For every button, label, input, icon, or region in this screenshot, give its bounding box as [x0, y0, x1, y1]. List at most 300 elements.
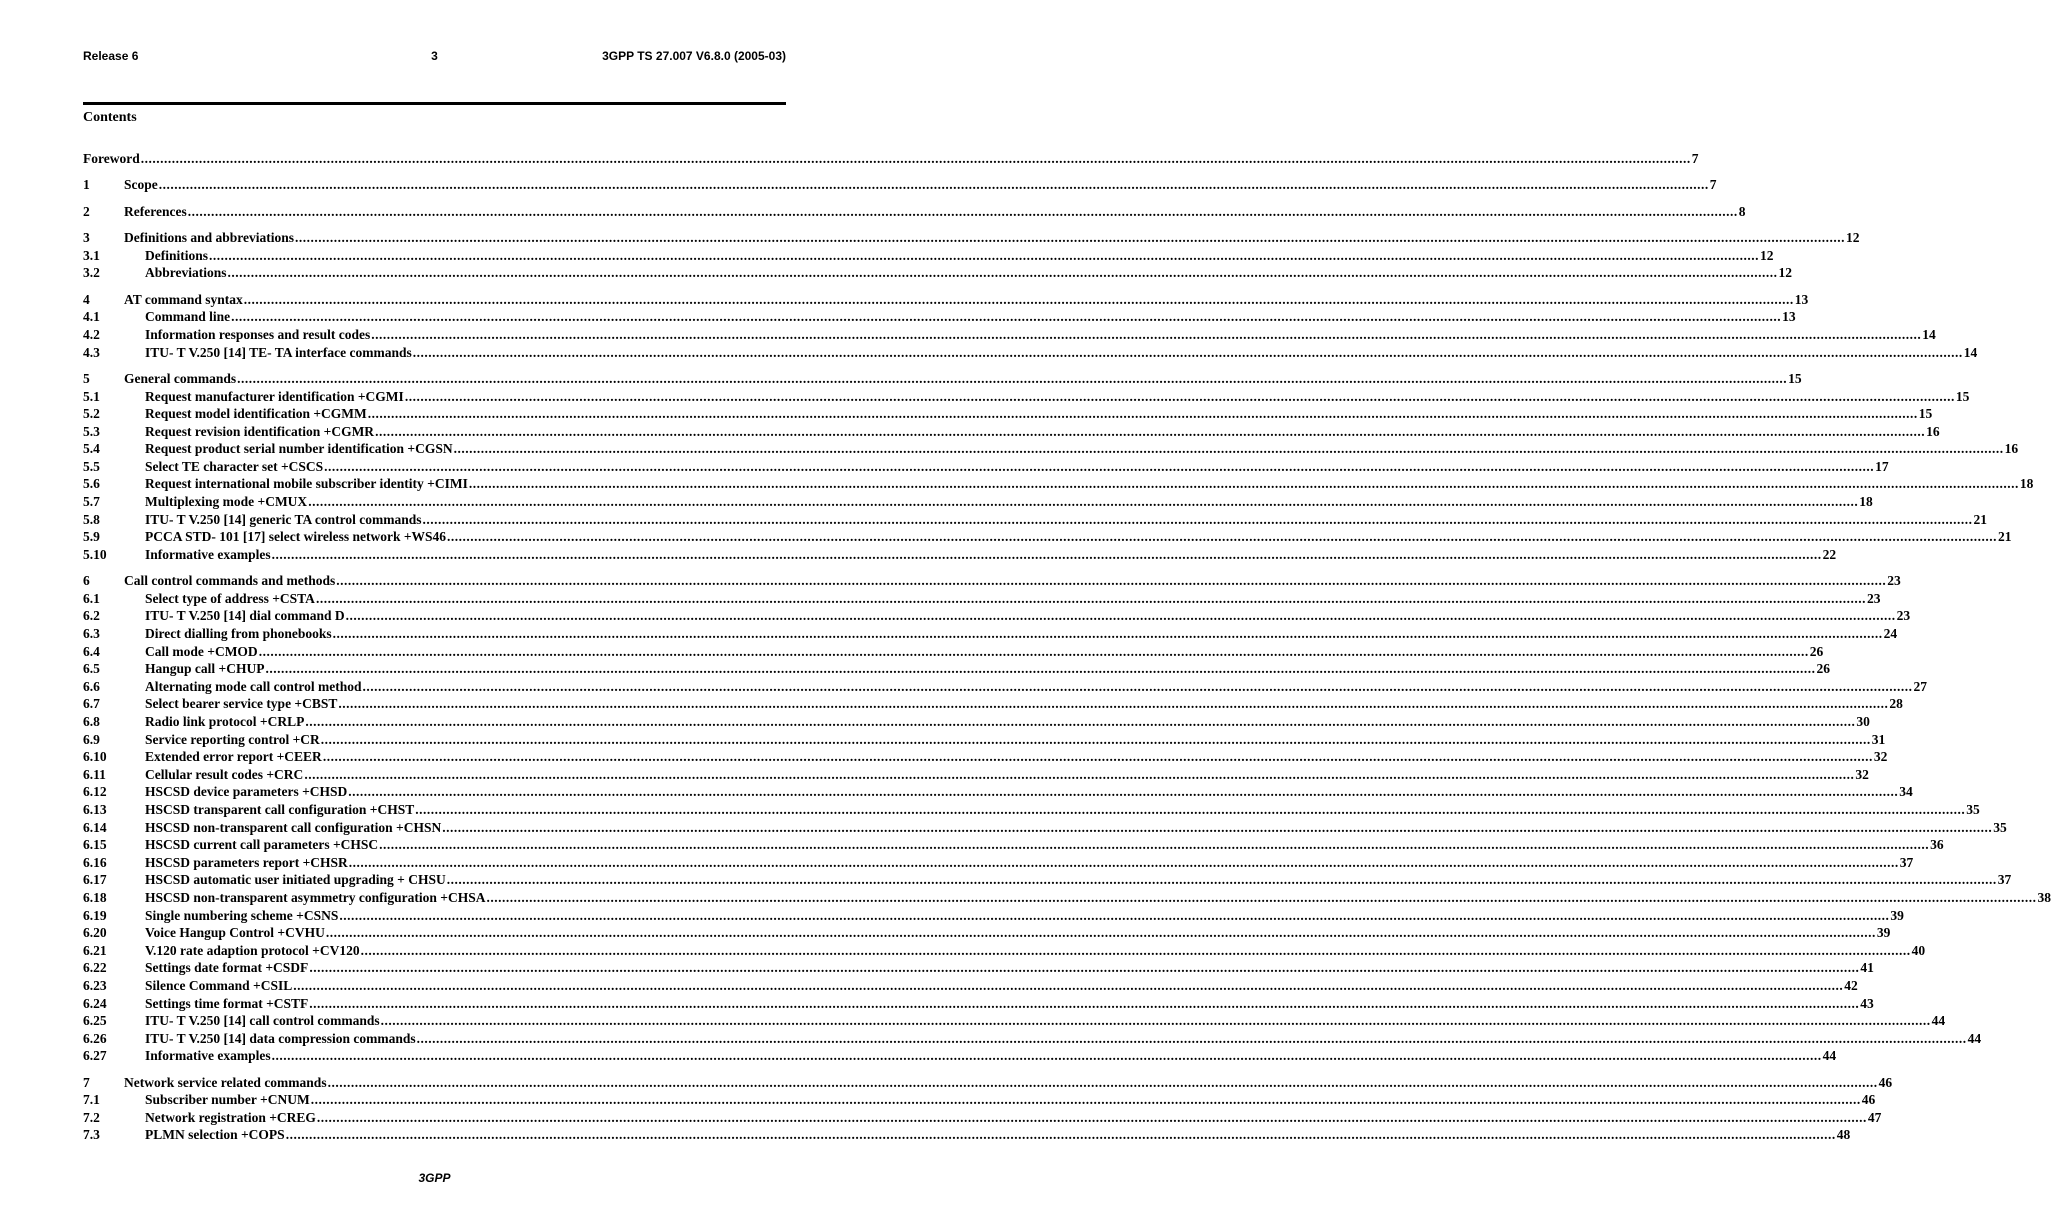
- toc-entry-number: 6.4: [83, 643, 100, 659]
- toc-dot-leader: ................................................................................................................................................................................................................................................................................................................................................................................................................: [339, 907, 1890, 923]
- toc-entry-title: Silence Command +CSIL: [145, 977, 293, 993]
- toc-entry-line: [145, 458, 1889, 476]
- toc-entry-title: Select type of address +CSTA: [145, 590, 315, 606]
- toc-entry-number: 7.3: [83, 1127, 100, 1143]
- toc-entry-page: 35: [1966, 801, 1980, 817]
- toc-entry-page: 21: [1973, 511, 1988, 527]
- toc-entry-number: 5.8: [83, 511, 100, 527]
- toc-entry-title: Request product serial number identification +CGSN: [145, 441, 453, 457]
- toc-entry-number: 5.2: [83, 406, 100, 422]
- toc-entry-page: 8: [1738, 203, 1746, 219]
- toc-entry-page: 40: [1911, 942, 1926, 958]
- toc-entry-page: 24: [1883, 626, 1898, 642]
- toc-entry[interactable]: [83, 1030, 1982, 1048]
- toc-entry-number: 4.3: [83, 344, 100, 360]
- toc-entry[interactable]: [83, 264, 1793, 282]
- toc-entry-title: Select bearer service type +CBST: [145, 696, 338, 712]
- toc-entry-title: Select TE character set +CSCS: [145, 458, 324, 474]
- toc-dot-leader: ................................................................................................................................................................................................................................................................................................................................................................................................................: [338, 696, 1889, 712]
- toc-entry-page: 7: [1691, 151, 1699, 166]
- toc-entry-title: HSCSD parameters report +CHSR: [145, 854, 348, 870]
- toc-entry-page: 18: [2019, 476, 2034, 492]
- toc-entry-page: 13: [1782, 309, 1796, 325]
- toc-dot-leader: ................................................................................................................................................................................................................................................................................................................................................................................................................: [332, 626, 1883, 642]
- toc-entry-number: 6.10: [83, 749, 107, 765]
- toc-entry-title: References: [124, 203, 187, 219]
- page-header: [83, 49, 786, 65]
- toc-entry-number: 7.1: [83, 1092, 100, 1108]
- toc-entry-line: [145, 475, 2034, 493]
- toc-dot-leader: ................................................................................................................................................................................................................................................................................................................................................................................................................: [360, 942, 1911, 958]
- toc-entry-page: 22: [1822, 546, 1837, 562]
- toc-dot-leader: ................................................................................................................................................................................................................................................................................................................................................................................................................: [324, 458, 1875, 474]
- toc-dot-leader: ................................................................................................................................................................................................................................................................................................................................................................................................................: [209, 247, 1760, 263]
- toc-dot-leader: ................................................................................................................................................................................................................................................................................................................................................................................................................: [285, 1127, 1836, 1143]
- toc-entry-line: [124, 370, 1802, 388]
- toc-entry-number: 3.2: [83, 265, 100, 281]
- toc-entry-line: [145, 643, 1824, 661]
- toc-entry[interactable]: [83, 766, 1869, 784]
- toc-entry-number: 4.1: [83, 309, 100, 325]
- toc-entry[interactable]: [83, 150, 1699, 168]
- toc-entry-page: 39: [1890, 907, 1904, 923]
- toc-entry-page: 46: [1878, 1074, 1893, 1090]
- toc-entry-line: [145, 493, 1873, 511]
- toc-entry-title: PLMN selection +COPS: [145, 1127, 285, 1143]
- toc-entry[interactable]: [83, 405, 1933, 423]
- toc-entry-line: [124, 203, 1746, 221]
- toc-dot-leader: ................................................................................................................................................................................................................................................................................................................................................................................................................: [320, 731, 1871, 747]
- toc-entry-line: [145, 959, 1874, 977]
- toc-entry[interactable]: [83, 660, 1830, 678]
- toc-entry-line: [145, 731, 1886, 749]
- toc-entry-title: Settings time format +CSTF: [145, 995, 309, 1011]
- toc-entry[interactable]: [83, 889, 2051, 907]
- toc-entry-number: 2: [83, 203, 90, 219]
- toc-entry-line: [124, 229, 1860, 247]
- toc-entry-number: 6.11: [83, 766, 106, 782]
- toc-entry-page: 14: [1922, 326, 1936, 342]
- toc-entry[interactable]: [83, 801, 1980, 819]
- toc-dot-leader: ................................................................................................................................................................................................................................................................................................................................................................................................................: [327, 1074, 1878, 1090]
- toc-entry-page: 31: [1871, 731, 1886, 747]
- toc-entry-page: 47: [1867, 1109, 1882, 1125]
- toc-entry-page: 35: [1993, 819, 2007, 835]
- toc-entry-title: HSCSD non-transparent asymmetry configuration +CHSA: [145, 889, 486, 905]
- toc-entry-title: Request international mobile subscriber identity +CIMI: [145, 476, 468, 492]
- toc-entry-page: 32: [1855, 766, 1869, 782]
- toc-entry[interactable]: [83, 388, 1970, 406]
- toc-entry[interactable]: [83, 907, 1904, 925]
- toc-entry-title: Voice Hangup Control +CVHU: [145, 925, 325, 941]
- toc-entry[interactable]: [83, 590, 1881, 608]
- toc-dot-leader: ................................................................................................................................................................................................................................................................................................................................................................................................................: [380, 1013, 1931, 1029]
- toc-dot-leader: ................................................................................................................................................................................................................................................................................................................................................................................................................: [158, 177, 1709, 193]
- toc-entry-title: Network registration +CREG: [145, 1109, 316, 1125]
- toc-dot-leader: ................................................................................................................................................................................................................................................................................................................................................................................................................: [379, 837, 1930, 853]
- toc-dot-leader: ................................................................................................................................................................................................................................................................................................................................................................................................................: [371, 326, 1922, 342]
- toc-entry-line: [145, 854, 1914, 872]
- toc-entry-title: Definitions and abbreviations: [124, 230, 295, 246]
- toc-entry-number: 5: [83, 370, 90, 386]
- toc-entry-title: Alternating mode call control method: [145, 678, 362, 694]
- toc-entry[interactable]: [83, 475, 2034, 493]
- toc-entry-line: [145, 1012, 1946, 1030]
- toc-entry-title: Single numbering scheme +CSNS: [145, 907, 339, 923]
- toc-entry[interactable]: [83, 423, 1940, 441]
- toc-entry-page: 27: [1913, 678, 1927, 694]
- toc-entry-number: 6.16: [83, 854, 107, 870]
- toc-entry-number: 6.12: [83, 784, 107, 800]
- toc-entry-number: 5.9: [83, 529, 100, 545]
- toc-entry[interactable]: [83, 458, 1889, 476]
- toc-entry-number: 6.17: [83, 872, 107, 888]
- toc-entry[interactable]: [83, 1047, 1837, 1065]
- toc-entry-line: [145, 678, 1927, 696]
- toc-entry-page: 18: [1859, 494, 1873, 510]
- toc-entry-page: 23: [1887, 573, 1901, 589]
- toc-entry-number: 6.14: [83, 819, 107, 835]
- toc-entry-page: 12: [1760, 247, 1774, 263]
- toc-entry-line: [145, 924, 1891, 942]
- toc-entry[interactable]: [83, 176, 1717, 194]
- toc-entry-line: [145, 546, 1837, 564]
- toc-dot-leader: ................................................................................................................................................................................................................................................................................................................................................................................................................: [227, 265, 1778, 281]
- header-rule: [83, 102, 786, 105]
- toc-entry-line: [83, 150, 1699, 168]
- toc-entry-number: 6.22: [83, 960, 107, 976]
- toc-entry-page: 23: [1896, 608, 1911, 624]
- toc-entry-line: [145, 819, 2007, 837]
- toc-entry[interactable]: [83, 942, 1926, 960]
- toc-entry-page: 42: [1844, 977, 1858, 993]
- toc-entry-title: Request model identification +CGMM: [145, 406, 367, 422]
- toc-entry-page: 15: [1788, 370, 1802, 386]
- toc-entry-line: [145, 1109, 1882, 1127]
- toc-entry-line: [145, 590, 1881, 608]
- toc-dot-leader: ................................................................................................................................................................................................................................................................................................................................................................................................................: [322, 749, 1873, 765]
- toc-entry-line: [145, 625, 1898, 643]
- toc-dot-leader: ................................................................................................................................................................................................................................................................................................................................................................................................................: [293, 977, 1844, 993]
- toc-entry-line: [145, 1126, 1851, 1144]
- toc-entry-number: 6: [83, 573, 90, 589]
- toc-entry-line: [145, 344, 1978, 362]
- toc-entry-title: HSCSD device parameters +CHSD: [145, 784, 348, 800]
- toc-entry-number: 6.5: [83, 661, 100, 677]
- toc-entry-line: [145, 660, 1830, 678]
- toc-dot-leader: ................................................................................................................................................................................................................................................................................................................................................................................................................: [295, 230, 1846, 246]
- toc-dot-leader: ................................................................................................................................................................................................................................................................................................................................................................................................................: [367, 406, 1918, 422]
- toc-entry[interactable]: [83, 977, 1858, 995]
- toc-entry-line: [145, 511, 1988, 529]
- toc-entry-page: 16: [2004, 441, 2019, 457]
- toc-dot-leader: ................................................................................................................................................................................................................................................................................................................................................................................................................: [345, 608, 1896, 624]
- toc-entry-line: [145, 713, 1870, 731]
- toc-dot-leader: ................................................................................................................................................................................................................................................................................................................................................................................................................: [442, 819, 1993, 835]
- toc-entry-page: 32: [1873, 749, 1888, 765]
- toc-entry-number: 6.23: [83, 977, 107, 993]
- toc-entry[interactable]: [83, 511, 1988, 529]
- toc-entry-number: 4: [83, 291, 90, 307]
- toc-entry-number: 5.3: [83, 423, 100, 439]
- toc-entry-title: Abbreviations: [145, 265, 227, 281]
- toc-entry-line: [145, 907, 1904, 925]
- toc-dot-leader: ................................................................................................................................................................................................................................................................................................................................................................................................................: [348, 784, 1899, 800]
- toc-entry[interactable]: [83, 607, 1911, 625]
- toc-entry-number: 6.25: [83, 1013, 107, 1029]
- toc-dot-leader: ................................................................................................................................................................................................................................................................................................................................................................................................................: [243, 291, 1794, 307]
- toc-entry-line: [145, 528, 2012, 546]
- toc-dot-leader: ................................................................................................................................................................................................................................................................................................................................................................................................................: [416, 1030, 1967, 1046]
- toc-dot-leader: ................................................................................................................................................................................................................................................................................................................................................................................................................: [316, 1109, 1867, 1125]
- toc-entry-page: 36: [1930, 837, 1944, 853]
- toc-entry-page: 37: [1997, 872, 2012, 888]
- toc-entry-title: Request manufacturer identification +CGMI: [145, 388, 404, 404]
- toc-entry-title: HSCSD non-transparent call configuration +CHSN: [145, 819, 442, 835]
- spec-identifier: 3GPP TS 27.007 V6.8.0 (2005-03): [602, 49, 786, 63]
- toc-entry[interactable]: [83, 440, 2019, 458]
- toc-entry[interactable]: [83, 995, 1874, 1013]
- toc-entry-title: Settings date format +CSDF: [145, 960, 309, 976]
- toc-dot-leader: ................................................................................................................................................................................................................................................................................................................................................................................................................: [336, 573, 1887, 589]
- toc-entry-page: 48: [1836, 1127, 1851, 1143]
- toc-entry-number: 6.13: [83, 801, 107, 817]
- toc-entry-line: [145, 1030, 1982, 1048]
- toc-dot-leader: ................................................................................................................................................................................................................................................................................................................................................................................................................: [468, 476, 2019, 492]
- toc-entry-number: 6.7: [83, 696, 100, 712]
- toc-entry[interactable]: [83, 819, 2007, 837]
- toc-entry-page: 37: [1899, 854, 1914, 870]
- toc-dot-leader: ................................................................................................................................................................................................................................................................................................................................................................................................................: [453, 441, 2004, 457]
- toc-entry-title: Subscriber number +CNUM: [145, 1092, 310, 1108]
- toc-dot-leader: ................................................................................................................................................................................................................................................................................................................................................................................................................: [446, 872, 1997, 888]
- toc-entry-page: 23: [1866, 590, 1881, 606]
- toc-entry-number: 6.20: [83, 925, 107, 941]
- toc-entry-title: Extended error report +CEER: [145, 749, 322, 765]
- toc-entry-title: Scope: [124, 177, 158, 193]
- page-number: 3: [431, 49, 438, 63]
- release-label: Release 6: [83, 49, 139, 63]
- toc-dot-leader: ................................................................................................................................................................................................................................................................................................................................................................................................................: [348, 854, 1899, 870]
- toc-entry-title: Informative examples: [145, 546, 271, 562]
- toc-dot-leader: ................................................................................................................................................................................................................................................................................................................................................................................................................: [140, 151, 1691, 166]
- toc-entry-line: [145, 264, 1793, 282]
- toc-entry[interactable]: [83, 1074, 1893, 1092]
- toc-entry-number: 6.2: [83, 608, 100, 624]
- toc-entry-line: [145, 836, 1944, 854]
- toc-entry-page: 16: [1926, 423, 1940, 439]
- toc-entry[interactable]: [83, 203, 1746, 221]
- toc-entry-title: Direct dialling from phonebooks: [145, 626, 332, 642]
- toc-dot-leader: ................................................................................................................................................................................................................................................................................................................................................................................................................: [422, 511, 1973, 527]
- toc-dot-leader: ................................................................................................................................................................................................................................................................................................................................................................................................................: [447, 529, 1998, 545]
- toc-dot-leader: ................................................................................................................................................................................................................................................................................................................................................................................................................: [258, 643, 1809, 659]
- toc-entry-line: [145, 247, 1774, 265]
- toc-entry-number: 6.19: [83, 907, 107, 923]
- toc-dot-leader: ................................................................................................................................................................................................................................................................................................................................................................................................................: [412, 344, 1963, 360]
- toc-entry-title: Hangup call +CHUP: [145, 661, 265, 677]
- toc-entry-line: [145, 388, 1970, 406]
- toc-entry-page: 30: [1856, 714, 1870, 729]
- toc-entry-title: ITU- T V.250 [14] generic TA control commands: [145, 511, 422, 527]
- table-of-contents: [83, 150, 2051, 1144]
- toc-entry-number: 6.1: [83, 590, 100, 606]
- toc-entry-title: AT command syntax: [124, 291, 243, 307]
- toc-entry[interactable]: [83, 493, 1873, 511]
- toc-dot-leader: ................................................................................................................................................................................................................................................................................................................................................................................................................: [237, 370, 1788, 386]
- toc-entry[interactable]: [83, 678, 1927, 696]
- toc-entry-title: Network service related commands: [124, 1074, 327, 1090]
- toc-dot-leader: ................................................................................................................................................................................................................................................................................................................................................................................................................: [415, 801, 1966, 817]
- toc-entry-number: 6.26: [83, 1030, 107, 1046]
- toc-dot-leader: ................................................................................................................................................................................................................................................................................................................................................................................................................: [404, 388, 1955, 404]
- toc-entry-page: 14: [1963, 344, 1978, 360]
- toc-dot-leader: ................................................................................................................................................................................................................................................................................................................................................................................................................: [231, 309, 1782, 325]
- toc-entry-line: [124, 1074, 1893, 1092]
- toc-entry-title: Definitions: [145, 247, 209, 263]
- toc-entry-number: 6.3: [83, 626, 100, 642]
- toc-entry[interactable]: [83, 1091, 1876, 1109]
- toc-entry-number: 5.7: [83, 494, 100, 510]
- toc-dot-leader: ................................................................................................................................................................................................................................................................................................................................................................................................................: [308, 494, 1859, 510]
- toc-entry-page: 12: [1778, 265, 1793, 281]
- toc-entry-page: 41: [1860, 960, 1874, 976]
- toc-entry[interactable]: [83, 308, 1796, 326]
- toc-entry[interactable]: [83, 783, 1913, 801]
- toc-entry-title: Multiplexing mode +CMUX: [145, 494, 308, 510]
- toc-entry-number: 5.5: [83, 458, 100, 474]
- toc-entry-page: 28: [1889, 696, 1903, 712]
- toc-entry[interactable]: [83, 731, 1886, 749]
- toc-entry-number: 6.15: [83, 837, 107, 853]
- toc-entry-title: Radio link protocol +CRLP: [145, 714, 305, 729]
- toc-dot-leader: ................................................................................................................................................................................................................................................................................................................................................................................................................: [362, 678, 1913, 694]
- toc-entry-line: [145, 766, 1869, 784]
- toc-entry[interactable]: [83, 695, 1903, 713]
- toc-entry-page: 21: [1998, 529, 2012, 545]
- toc-dot-leader: ................................................................................................................................................................................................................................................................................................................................................................................................................: [325, 925, 1876, 941]
- toc-entry[interactable]: [83, 643, 1824, 661]
- toc-entry-number: 5.1: [83, 388, 100, 404]
- toc-entry[interactable]: [83, 572, 1901, 590]
- toc-entry-line: [145, 308, 1796, 326]
- toc-entry[interactable]: [83, 370, 1802, 388]
- toc-entry[interactable]: [83, 959, 1874, 977]
- toc-entry-line: [145, 871, 2012, 889]
- toc-dot-leader: ................................................................................................................................................................................................................................................................................................................................................................................................................: [309, 995, 1860, 1011]
- toc-entry-title: HSCSD current call parameters +CHSC: [145, 837, 379, 853]
- toc-entry[interactable]: [83, 1126, 1851, 1144]
- toc-entry-title: HSCSD transparent call configuration +CHST: [145, 801, 415, 817]
- toc-entry-number: 6.8: [83, 714, 100, 729]
- toc-dot-leader: ................................................................................................................................................................................................................................................................................................................................................................................................................: [304, 766, 1855, 782]
- toc-entry[interactable]: [83, 546, 1837, 564]
- toc-entry-page: 34: [1899, 784, 1913, 800]
- toc-entry[interactable]: [83, 1012, 1946, 1030]
- toc-entry[interactable]: [83, 247, 1774, 265]
- toc-entry-number: 7.2: [83, 1109, 100, 1125]
- toc-entry-line: [145, 326, 1936, 344]
- toc-entry-title: Information responses and result codes: [145, 326, 371, 342]
- toc-dot-leader: ................................................................................................................................................................................................................................................................................................................................................................................................................: [305, 714, 1856, 729]
- toc-dot-leader: ................................................................................................................................................................................................................................................................................................................................................................................................................: [187, 203, 1738, 219]
- toc-entry-number: 5.4: [83, 441, 100, 457]
- toc-dot-leader: ................................................................................................................................................................................................................................................................................................................................................................................................................: [310, 1092, 1861, 1108]
- toc-entry-line: [145, 423, 1940, 441]
- toc-entry-number: 6.9: [83, 731, 100, 747]
- toc-entry[interactable]: [83, 291, 1809, 309]
- toc-entry-line: [145, 607, 1911, 625]
- toc-entry[interactable]: [83, 836, 1944, 854]
- toc-entry[interactable]: [83, 528, 2012, 546]
- toc-entry-title: ITU- T V.250 [14] data compression commands: [145, 1030, 416, 1046]
- toc-entry-page: 44: [1822, 1048, 1837, 1064]
- toc-entry-title: Service reporting control +CR: [145, 731, 320, 747]
- toc-entry[interactable]: [83, 748, 1888, 766]
- toc-entry[interactable]: [83, 1109, 1882, 1127]
- toc-entry-title: General commands: [124, 370, 237, 386]
- page-footer: 3GPP: [418, 1171, 451, 1185]
- toc-entry-number: 1: [83, 177, 90, 193]
- toc-dot-leader: ................................................................................................................................................................................................................................................................................................................................................................................................................: [486, 889, 2037, 905]
- toc-entry[interactable]: [83, 871, 2012, 889]
- toc-entry[interactable]: [83, 854, 1914, 872]
- toc-entry-page: 38: [2037, 889, 2051, 905]
- toc-entry[interactable]: [83, 344, 1978, 362]
- toc-entry-line: [145, 1091, 1876, 1109]
- toc-entry-line: [145, 889, 2051, 907]
- toc-entry-page: 44: [1967, 1030, 1982, 1046]
- toc-entry-page: 15: [1955, 388, 1970, 404]
- toc-entry-title: Request revision identification +CGMR: [145, 423, 375, 439]
- toc-entry[interactable]: [83, 326, 1936, 344]
- toc-entry-line: [145, 977, 1858, 995]
- toc-entry-title: ITU- T V.250 [14] dial command D: [145, 608, 345, 624]
- toc-entry-number: 4.2: [83, 326, 100, 342]
- toc-entry-line: [145, 748, 1888, 766]
- toc-entry[interactable]: [83, 625, 1898, 643]
- toc-entry-number: 3.1: [83, 247, 100, 263]
- toc-dot-leader: ................................................................................................................................................................................................................................................................................................................................................................................................................: [315, 590, 1866, 606]
- toc-entry-number: 6.27: [83, 1048, 107, 1064]
- toc-entry-number: 6.21: [83, 942, 107, 958]
- toc-entry-line: [145, 695, 1903, 713]
- toc-entry-page: 17: [1875, 458, 1889, 474]
- toc-entry-line: [124, 291, 1809, 309]
- toc-entry-number: 5.6: [83, 476, 100, 492]
- toc-entry-line: [145, 440, 2019, 458]
- toc-entry-title: ITU- T V.250 [14] TE- TA interface commands: [145, 344, 412, 360]
- toc-entry-line: [145, 783, 1913, 801]
- toc-entry[interactable]: [83, 924, 1891, 942]
- toc-entry-line: [145, 405, 1933, 423]
- toc-entry-page: 12: [1846, 230, 1860, 246]
- toc-entry-number: 5.10: [83, 546, 107, 562]
- toc-entry-page: 43: [1860, 995, 1874, 1011]
- toc-entry-number: 7: [83, 1074, 90, 1090]
- toc-dot-leader: ................................................................................................................................................................................................................................................................................................................................................................................................................: [375, 423, 1926, 439]
- toc-entry-page: 44: [1931, 1013, 1946, 1029]
- toc-entry-title: Command line: [145, 309, 231, 325]
- toc-entry[interactable]: [83, 713, 1870, 731]
- toc-entry-page: 46: [1861, 1092, 1876, 1108]
- toc-entry-page: 26: [1809, 643, 1824, 659]
- toc-entry-number: 6.24: [83, 995, 107, 1011]
- contents-title: Contents: [83, 110, 137, 125]
- toc-entry[interactable]: [83, 229, 1860, 247]
- toc-entry-page: 13: [1794, 291, 1809, 307]
- toc-entry-line: [124, 572, 1901, 590]
